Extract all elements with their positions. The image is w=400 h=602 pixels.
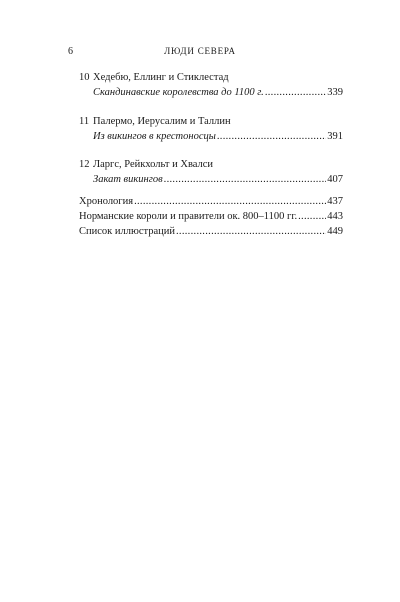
toc-appendix	[79, 194, 343, 239]
toc-chapter	[79, 157, 343, 187]
appendix-entry[interactable]	[79, 194, 343, 209]
chapter-title: Палермо, Иерусалим и Таллин	[93, 116, 231, 127]
chapter-entry-line[interactable]	[79, 85, 343, 100]
toc-chapter	[79, 114, 343, 144]
chapter-number: 10	[79, 72, 90, 83]
chapter-title: Ларгс, Рейкхольт и Хвалси	[93, 159, 214, 170]
chapter-subtitle: Скандинавские королевства до 1100 г.	[93, 87, 264, 98]
chapter-title: Хедебю, Еллинг и Стиклестад	[93, 72, 229, 83]
chapter-subtitle: Закат викингов	[93, 174, 163, 185]
dot-leader	[164, 172, 327, 187]
appendix-page: 449	[327, 226, 343, 237]
appendix-label: Хронология	[79, 196, 134, 207]
dot-leader	[134, 194, 326, 209]
chapter-subtitle: Из викингов в крестоносцы	[93, 131, 216, 142]
chapter-page: 391	[327, 131, 343, 142]
appendix-page: 437	[327, 196, 343, 207]
chapter-entry-line[interactable]	[79, 172, 343, 187]
page-number: 6	[68, 46, 73, 57]
dot-leader	[298, 209, 326, 224]
chapter-page: 339	[327, 87, 343, 98]
appendix-label: Норманские короли и правители ок. 800–1100 гг.	[79, 211, 298, 222]
dot-leader	[217, 129, 326, 144]
appendix-label: Список иллюстраций	[79, 226, 175, 237]
chapter-page: 407	[327, 174, 343, 185]
appendix-page: 443	[327, 211, 343, 222]
dot-leader	[176, 224, 326, 239]
toc-chapter	[79, 70, 343, 100]
appendix-entry[interactable]	[79, 224, 343, 239]
dot-leader	[265, 85, 326, 100]
appendix-entry[interactable]	[79, 209, 343, 224]
chapter-number: 11	[79, 116, 90, 127]
chapter-entry-line[interactable]	[79, 129, 343, 144]
running-title: ЛЮДИ СЕВЕРА	[164, 46, 236, 56]
chapter-number: 12	[79, 159, 90, 170]
